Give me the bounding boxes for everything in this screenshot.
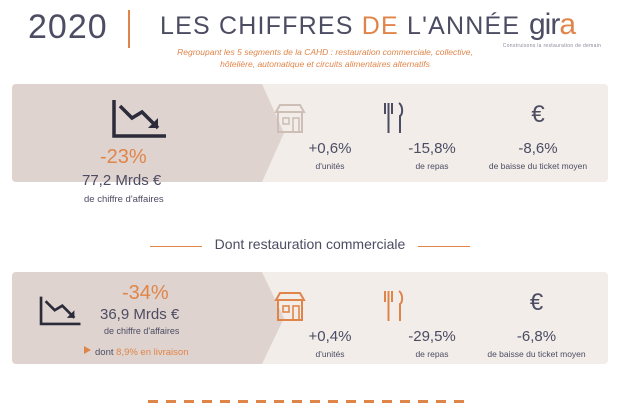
- global-metric-meals-percent: -15,8%: [408, 140, 456, 157]
- euro-icon: €: [531, 101, 545, 128]
- section-title: Dont restauration commerciale: [214, 236, 406, 252]
- commercial-metric-ticket-percent: -6,8%: [516, 328, 557, 345]
- arrow-right-icon: [84, 346, 91, 354]
- section-divider: [0, 232, 620, 260]
- global-main-label: de chiffre d'affaires: [84, 194, 164, 205]
- page-header: [0, 0, 620, 72]
- global-main-percent: -23%: [100, 146, 147, 168]
- commercial-metric-units-percent: +0,4%: [308, 328, 352, 345]
- gira-logo: [502, 8, 602, 60]
- commercial-delivery-value: 8,9% en livraison: [116, 347, 189, 358]
- page-title: [160, 12, 520, 41]
- year-label: 2020: [28, 8, 108, 46]
- commercial-metric-units-label: d'unités: [315, 349, 345, 359]
- page-title-part2: DE: [361, 12, 399, 40]
- cutlery-icon: [372, 286, 412, 326]
- euro-icon: €: [529, 289, 544, 316]
- commercial-main-label: de chiffre d'affaires: [104, 326, 180, 336]
- global-metric-ticket-percent: -8,6%: [518, 140, 558, 157]
- global-metric-units-label: d'unités: [315, 161, 345, 171]
- global-main-value: 77,2 Mrds €: [82, 172, 162, 189]
- logo-text: gira: [528, 8, 576, 41]
- commercial-metric-meals-percent: -29,5%: [408, 328, 456, 345]
- global-metric-units-percent: +0,6%: [308, 140, 352, 157]
- chart-down-icon: [110, 98, 168, 140]
- global-metric-meals-label: de repas: [415, 161, 449, 171]
- global-metric-ticket-label: de baisse du ticket moyen: [488, 161, 588, 171]
- commercial-metric-meals-label: de repas: [415, 349, 449, 359]
- global-metric-ticket: [468, 98, 608, 171]
- commercial-main-percent: -34%: [122, 282, 169, 304]
- commercial-main-value: 36,9 Mrds €: [100, 306, 180, 323]
- commercial-metric-ticket-label: de baisse du ticket moyen: [487, 349, 586, 359]
- global-figures-band: [12, 84, 608, 205]
- header-divider: [128, 10, 130, 48]
- commercial-delivery-prefix: dont: [95, 347, 117, 358]
- shop-icon: [270, 286, 310, 326]
- page-subtitle: Regroupant les 5 segments de la CAHD : restauration commerciale, collective, hôtelière, automatique et circuits alimentaires alternatifs: [177, 47, 473, 69]
- commercial-delivery-note: [84, 346, 189, 358]
- chart-down-icon: [38, 294, 82, 328]
- commercial-metric-ticket: [464, 286, 609, 359]
- page-title-part1: LES CHIFFRES: [160, 12, 362, 40]
- logo-wordmark: [502, 8, 602, 42]
- page-title-part3: L'ANNÉE: [398, 12, 521, 40]
- commercial-figures-band: [12, 272, 608, 364]
- cutlery-icon: [372, 98, 412, 138]
- shop-icon: [270, 98, 310, 138]
- logo-tagline: Construisons la restauration de demain: [502, 43, 602, 49]
- bottom-dashed-divider: [148, 400, 472, 403]
